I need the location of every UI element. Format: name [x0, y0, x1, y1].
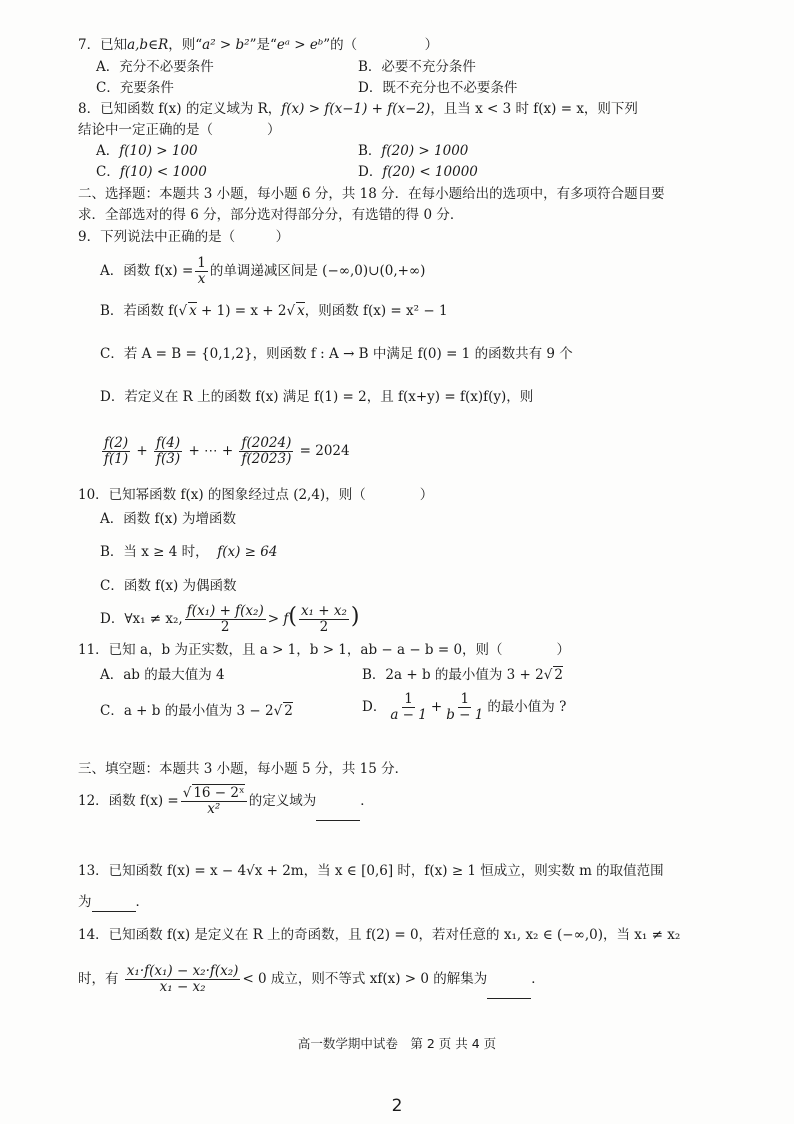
q9-d-f1-den: f(1)	[104, 451, 129, 467]
q9-d-equals: = 2024	[299, 443, 350, 459]
q8-option-b-text: f(20) > 1000	[381, 143, 469, 159]
q8-option-d[interactable]	[358, 163, 478, 181]
q9-option-a[interactable]	[100, 256, 425, 287]
q8-number: 8．	[78, 101, 101, 117]
q8-option-a-text: f(10) > 100	[119, 143, 198, 159]
q7-proposition-1: a² > b²	[202, 37, 250, 53]
q12-answer-blank[interactable]	[316, 782, 360, 821]
q9-option-d[interactable]: D．若定义在 R 上的函数 f(x) 满足 f(1) = 2，且 f(x+y) = f(x)f(y)，则	[100, 389, 534, 405]
q9-d-expression: $\frac{f(2)}{f(1)}$ + $\frac{f(4)}{f(3)}$ + ⋯ + $\frac{f(2024)}{f(2023)}$ = 2024	[104, 435, 350, 467]
q9-option-c[interactable]: C．若 A = B = {0,1,2}，则函数 f : A → B 中满足 f(0) = 1 的函数共有 9 个	[100, 346, 573, 362]
q9-a-suffix: 的单调递减区间是 (−∞,0)∪(0,+∞)	[209, 263, 426, 279]
q11-stem: 11．已知 a，b 为正实数，且 a > 1，b > 1，ab − a − b = 0，则（ ）	[78, 642, 571, 658]
q10-d-fraction-2	[299, 604, 349, 635]
q11-option-a[interactable]: A．ab 的最大值为 4	[100, 667, 225, 683]
q11-d-fraction-1	[388, 692, 429, 723]
q12-end: ．	[360, 793, 374, 809]
q11-option-b[interactable]	[362, 666, 563, 684]
q7-option-c[interactable]: C．充要条件	[96, 80, 174, 96]
q11-d-fraction-2	[444, 692, 485, 723]
exam-footer: 高一数学期中试卷 第 2 页 共 4 页	[297, 1036, 497, 1051]
q8-stem-line2: 结论中一定正确的是（ ）	[78, 122, 281, 138]
q8-option-a[interactable]	[96, 142, 198, 160]
q8-text-a: 已知函数 f(x) 的定义域为 R，	[100, 101, 282, 117]
q9-b-suffix: ，则函数 f(x) = x² − 1	[304, 303, 448, 319]
q12-radicand: 16 − 2ˣ	[193, 785, 245, 801]
q11-c-radicand: 2	[284, 703, 293, 719]
q7-text-a: 已知	[100, 37, 128, 53]
q14-fraction	[125, 964, 241, 995]
q11-option-c[interactable]	[100, 702, 293, 720]
q11-option-d[interactable]	[362, 690, 566, 724]
q7-proposition-2: eᵃ > eᵇ	[276, 37, 324, 53]
sqrt-icon: √	[286, 303, 296, 319]
q9-a-prefix: A．函数 f(x) =	[100, 263, 194, 279]
q12-suffix: 的定义域为	[248, 793, 317, 809]
q14-stem-line2	[78, 960, 545, 999]
q11-d-plus: +	[430, 699, 443, 715]
q7-option-b[interactable]: B．必要不充分条件	[358, 59, 476, 75]
q7-text-d: ”的（ ）	[323, 37, 439, 53]
q7-option-a[interactable]: A．充分不必要条件	[96, 59, 214, 75]
q9-d-fraction-3	[239, 436, 293, 467]
q10-d-numerator-2: x₁ + x₂	[300, 603, 347, 619]
q9-d-fraction-2	[154, 436, 182, 467]
q11-d-den-2: b − 1	[446, 707, 484, 723]
q10-option-a[interactable]: A．函数 f(x) 为增函数	[100, 511, 236, 527]
q10-d-numerator: f(x₁) + f(x₂)	[186, 603, 264, 619]
q14-numerator: x₁·f(x₁) − x₂·f(x₂)	[126, 963, 239, 979]
q9-b-radicand: x	[189, 303, 197, 319]
q10-d-prefix: D．∀x₁ ≠ x₂,	[100, 611, 183, 627]
q11-b-radicand: 2	[554, 667, 563, 683]
section3-title: 三、填空题：本题共 3 小题，每小题 5 分，共 15 分．	[78, 761, 409, 777]
q9-d-fraction-1	[102, 436, 130, 467]
q8-option-c-text: f(10) < 1000	[119, 164, 207, 180]
left-paren-icon: (	[288, 604, 297, 629]
q10-b-prefix: B．当 x ≥ 4 时，	[100, 544, 209, 560]
q7-condition: a,b∈R	[127, 37, 169, 53]
page-number: 2	[391, 1096, 403, 1116]
q7-number: 7．	[78, 37, 101, 53]
q9-a-fraction	[195, 256, 208, 287]
q10-d-fraction-1	[185, 604, 266, 635]
q11-b-prefix: B．2a + b 的最小值为 3 + 2	[362, 667, 544, 683]
q13-stem-line1: 13．已知函数 f(x) = x − 4√x + 2m，当 x ∈ [0,6] 时，f(x) ≥ 1 恒成立，则实数 m 的取值范围	[78, 863, 664, 879]
q9-option-b[interactable]	[100, 302, 448, 320]
q14-denominator: x₁ − x₂	[159, 979, 206, 995]
q9-b-prefix: B．若函数 f(	[100, 303, 179, 319]
q8-text-c: ，且当 x < 3 时 f(x) = x，则下列	[430, 101, 638, 117]
q8-option-d-text: f(20) < 10000	[382, 164, 478, 180]
q11-d-suffix: 的最小值为 ?	[487, 699, 567, 715]
q8-option-a-label: A．	[96, 143, 120, 159]
q8-stem-line1	[78, 100, 638, 118]
section2-instructions-line2: 求．全部选对的得 6 分，部分选对得部分分，有选错的得 0 分．	[78, 207, 464, 223]
q9-d-f2-num: f(4)	[156, 435, 181, 451]
q14-suffix: < 0 成立，则不等式 xf(x) > 0 的解集为	[242, 971, 488, 987]
q13-prefix: 为	[78, 894, 92, 910]
q8-option-b-label: B．	[358, 143, 382, 159]
q7-text-c: ”是“	[249, 37, 277, 53]
q11-d-num-2: 1	[460, 691, 470, 707]
q10-d-denominator: 2	[220, 619, 230, 635]
q11-d-num-1: 1	[404, 691, 413, 707]
q9-b-middle: + 1) = x + 2	[196, 303, 287, 319]
sqrt-icon: √	[178, 303, 188, 319]
q14-end: ．	[531, 971, 545, 987]
q9-d-f3-num: f(2024)	[241, 435, 292, 451]
q8-option-b[interactable]	[358, 142, 468, 160]
q11-d-prefix: D．	[362, 699, 387, 715]
q10-option-b[interactable]	[100, 543, 277, 561]
q7-stem	[78, 36, 438, 54]
q14-answer-blank[interactable]	[487, 960, 531, 999]
q11-d-den-1: a − 1	[390, 707, 427, 723]
q9-b-radicand-2: x	[297, 303, 305, 319]
q9-a-denominator: x	[197, 271, 206, 287]
q13-stem-line2	[78, 893, 149, 912]
sqrt-icon: √	[182, 785, 192, 801]
q8-option-d-label: D．	[358, 164, 383, 180]
q8-option-c[interactable]	[96, 163, 207, 181]
q8-option-c-label: C．	[96, 164, 120, 180]
q10-d-middle: > f	[267, 611, 289, 627]
right-paren-icon: )	[350, 604, 360, 629]
q9-d-ellipsis: + ⋯ +	[188, 443, 234, 459]
q12-stem	[78, 782, 374, 821]
q10-d-denominator-2: 2	[319, 619, 329, 635]
q9-a-numerator: 1	[197, 255, 206, 271]
q10-option-d[interactable]	[100, 600, 359, 636]
q7-text-b: ，则“	[168, 37, 203, 53]
section2-instructions-line1: 二、选择题：本题共 3 小题，每小题 6 分，共 18 分．在每小题给出的选项中，有多项符合题目要	[78, 186, 665, 202]
q8-inequality: f(x) > f(x−1) + f(x−2)	[281, 101, 431, 117]
q9-stem: 9．下列说法中正确的是（ ）	[78, 229, 290, 245]
q14-prefix: 时，有	[78, 971, 119, 987]
q10-b-inequality: f(x) ≥ 64	[217, 544, 278, 560]
sqrt-icon: √	[543, 667, 553, 683]
q9-d-f2-den: f(3)	[156, 451, 181, 467]
q7-option-d[interactable]: D．既不充分也不必要条件	[358, 80, 518, 96]
q13-end: ．	[135, 894, 149, 910]
q13-answer-blank[interactable]	[92, 893, 136, 912]
q11-c-prefix: C．a + b 的最小值为 3 − 2	[100, 703, 274, 719]
q14-stem-line1: 14．已知函数 f(x) 是定义在 R 上的奇函数，且 f(2) = 0，若对任意的 x₁, x₂ ∈ (−∞,0)，当 x₁ ≠ x₂	[78, 927, 681, 943]
sqrt-icon: √	[273, 703, 283, 719]
q12-fraction	[181, 786, 247, 817]
q10-option-c[interactable]: C．函数 f(x) 为偶函数	[100, 578, 237, 594]
q9-d-f3-den: f(2023)	[241, 451, 292, 467]
q12-denominator: x²	[207, 801, 221, 817]
q10-stem: 10．已知幂函数 f(x) 的图象经过点 (2,4)，则（ ）	[78, 487, 434, 503]
q9-d-f1-num: f(2)	[104, 435, 129, 451]
q12-numerator	[181, 786, 247, 802]
q12-prefix: 12．函数 f(x) =	[78, 793, 179, 809]
